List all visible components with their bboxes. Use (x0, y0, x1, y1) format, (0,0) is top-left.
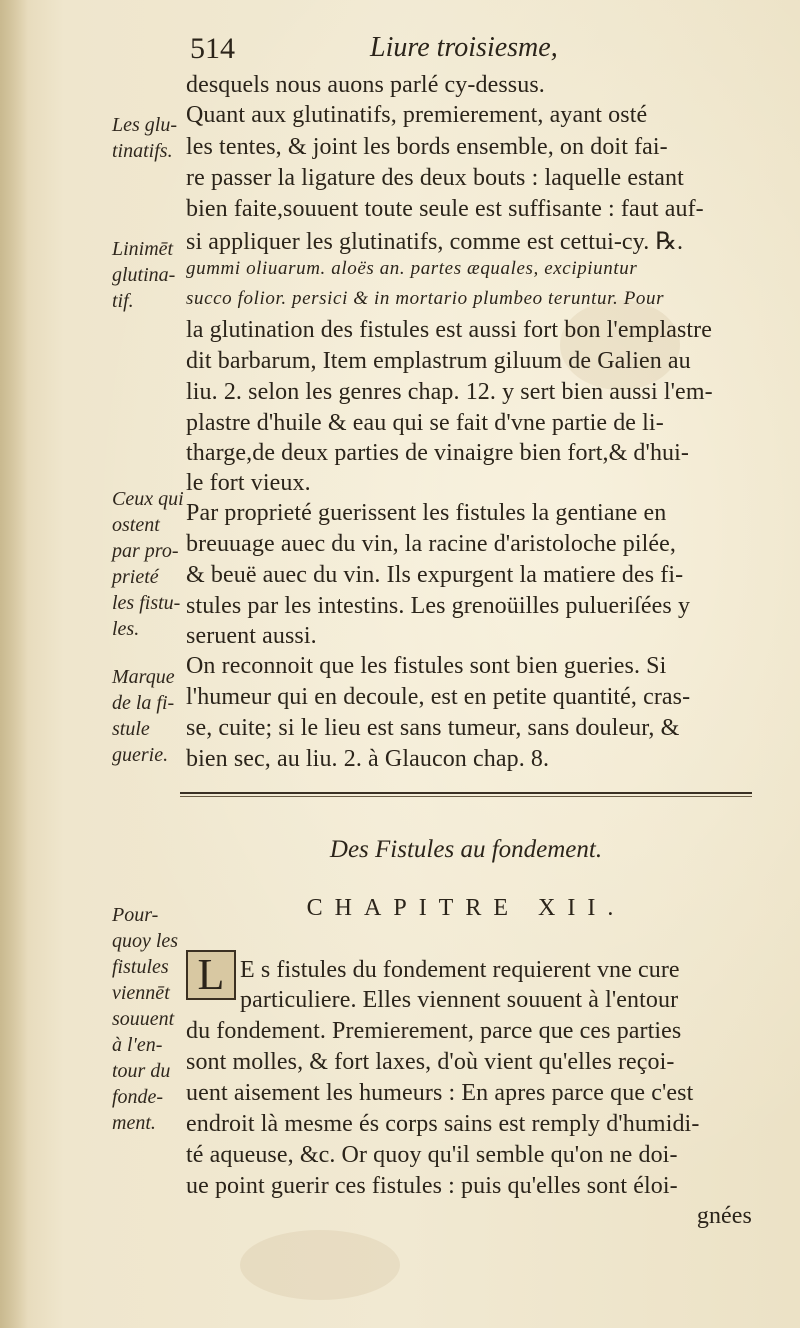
drop-cap-initial: L (186, 950, 236, 1000)
section-title: Des Fistules au fondement. (329, 836, 603, 863)
text-line: se, cuite; si le lieu est sans tumeur, sans douleur, & (186, 715, 680, 741)
margin-note-line: fonde- (112, 1086, 164, 1108)
text-line: les tentes, & joint les bords ensemble, on doit fai- (186, 134, 668, 160)
margin-note-line: Marque (112, 666, 175, 688)
text-line: l'humeur qui en decoule, est en petite quantité, cras- (186, 684, 691, 710)
text-line: la glutination des fistules est aussi fort bon l'emplastre (186, 317, 713, 343)
margin-note-line: Les glu- (112, 114, 177, 136)
text-line: dit barbarum, Item emplastrum giluum de Galien au (186, 348, 691, 374)
margin-note (112, 236, 184, 314)
text-line: liu. 2. selon les genres chap. 12. y sert bien aussi l'em- (186, 379, 713, 405)
text-line: gummi oliuarum. aloës an. partes æquales, excipiuntur (186, 258, 638, 279)
chapter-label: CHAPITRE XII. (306, 895, 626, 921)
margin-note-line: les fistu- (112, 592, 181, 614)
margin-note-line: ment. (112, 1112, 156, 1134)
page-header (190, 30, 750, 70)
page-number: 514 (190, 32, 235, 65)
text-line: succo folior. persici & in mortario plumbeo teruntur. Pour (186, 288, 665, 309)
margin-note-line: fistules (112, 956, 169, 978)
text-line: desquels nous auons parlé cy-dessus. (186, 72, 545, 98)
margin-note-line: Pour- (112, 904, 159, 926)
text-line: stules par les intestins. Les grenoüilles pulueriſées y (186, 593, 691, 619)
text-line: On reconnoit que les fistules sont bien gueries. Si (186, 653, 667, 679)
text-line: plastre d'huile & eau qui se fait d'vne partie de li- (186, 410, 664, 436)
text-line: tharge,de deux parties de vinaigre bien fort,& d'hui- (186, 440, 690, 466)
text-line: ue point guerir ces fistules : puis qu'elles sont éloi- (186, 1173, 678, 1199)
margin-note-line: ostent (112, 514, 160, 536)
text-line: particuliere. Elles viennent souuent à l'entour (240, 987, 679, 1013)
text-line: bien sec, au liu. 2. à Glaucon chap. 8. (186, 746, 550, 772)
running-head: Liure troisiesme, (370, 32, 558, 63)
margin-note-line: glutina- (112, 264, 176, 286)
margin-note-line: les. (112, 618, 140, 640)
text-line: uent aisement les humeurs : En apres parce que c'est (186, 1080, 694, 1106)
margin-note-line: souuent (112, 1008, 175, 1030)
text-line: breuuage auec du vin, la racine d'aristoloche pilée, (186, 531, 676, 557)
margin-note-line: viennēt (112, 982, 170, 1004)
text-line: Quant aux glutinatifs, premierement, ayant osté (186, 102, 648, 128)
text-line: seruent aussi. (186, 623, 317, 649)
margin-note-line: de la fi- (112, 692, 175, 714)
text-line: du fondement. Premierement, parce que ces parties (186, 1018, 682, 1044)
margin-note-line: guerie. (112, 744, 169, 766)
text-line: gnées (696, 1203, 752, 1229)
margin-note (112, 112, 184, 164)
margin-note-line: Ceux qui (112, 488, 184, 510)
margin-note-line: quoy les (112, 930, 179, 952)
text-line: té aqueuse, &c. Or quoy qu'il semble qu'on ne doi- (186, 1142, 678, 1168)
text-line: Par proprieté guerissent les fistules la gentiane en (186, 500, 667, 526)
section-divider-rule (180, 792, 752, 794)
text-line: E s fistules du fondement requierent vne cure (240, 957, 680, 983)
margin-note-line: tour du (112, 1060, 171, 1082)
text-line: endroit là mesme és corps sains est remply d'humidi- (186, 1111, 700, 1137)
text-line: re passer la ligature des deux bouts : laquelle estant (186, 165, 684, 191)
margin-note-line: Linimēt (112, 238, 174, 260)
margin-note (112, 486, 184, 642)
text-line: le fort vieux. (186, 470, 311, 496)
margin-note-line: prieté (112, 566, 159, 588)
paper-stain (560, 300, 680, 390)
margin-note-line: par pro- (112, 540, 179, 562)
margin-note-line: stule (112, 718, 150, 740)
text-line: bien faite,souuent toute seule est suffisante : faut auf- (186, 196, 704, 222)
text-line: & beuë auec du vin. Ils expurgent la matiere des fi- (186, 562, 684, 588)
margin-note (112, 902, 184, 1136)
margin-note-line: tinatifs. (112, 140, 173, 162)
margin-note (112, 664, 184, 768)
margin-note-line: tif. (112, 290, 134, 312)
margin-note-line: à l'en- (112, 1034, 163, 1056)
paper-stain (240, 1230, 400, 1300)
text-line: si appliquer les glutinatifs, comme est cettui-cy. ℞. (186, 229, 684, 255)
page-gutter-shadow (0, 0, 28, 1328)
text-line: sont molles, & fort laxes, d'où vient qu'elles reçoi- (186, 1049, 675, 1075)
